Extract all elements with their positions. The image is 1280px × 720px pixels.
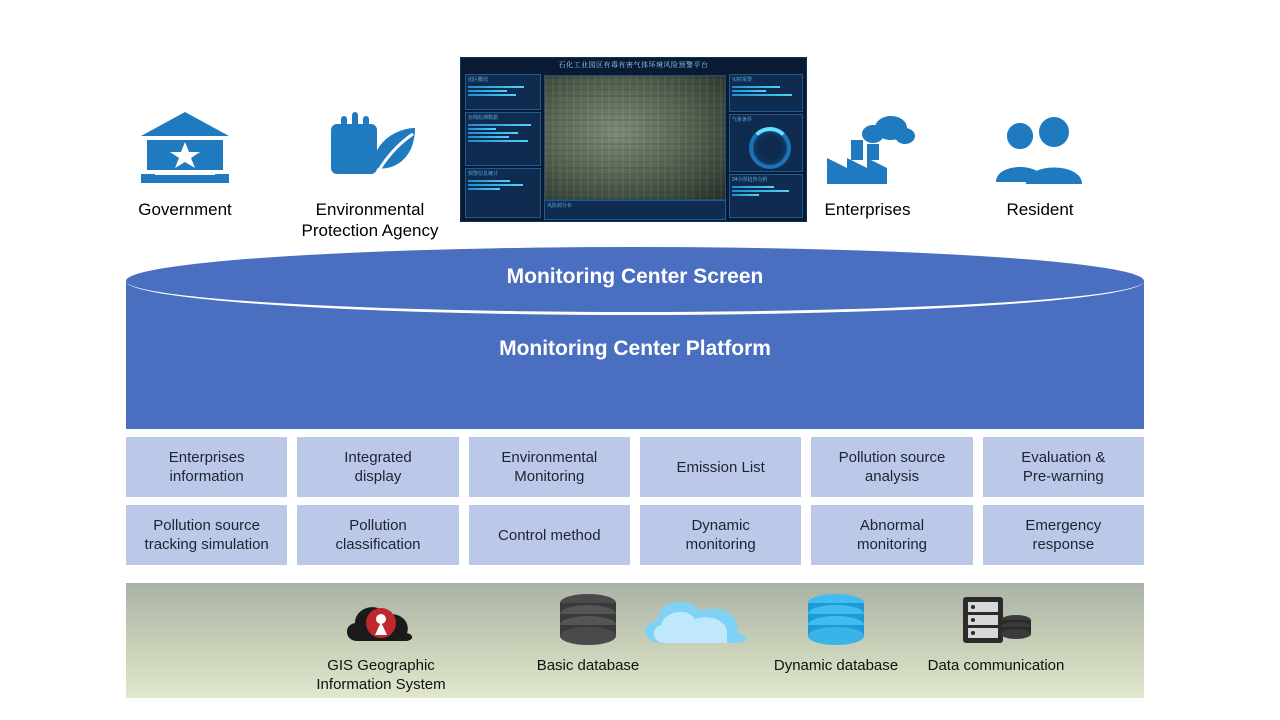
- screen-panel-bottom-left: 预警信息统计: [465, 168, 541, 218]
- screen-bars: [730, 84, 802, 100]
- screen-panel-top-left: 园区概况: [465, 74, 541, 110]
- bank-icon: [105, 110, 265, 193]
- infra-data-communication: [866, 593, 1126, 675]
- screen-bars: [730, 184, 802, 200]
- actor-government: [105, 110, 265, 220]
- module-abnormal-monitoring[interactable]: Abnormal monitoring: [811, 505, 972, 565]
- infra-gis-label-line1: GIS Geographic: [327, 657, 435, 674]
- monitoring-screen-preview: [460, 57, 807, 222]
- module-pollution-source-tracking-simulation[interactable]: Pollution source tracking simulation: [126, 505, 287, 565]
- actor-resident: [965, 110, 1115, 220]
- factory-icon: [790, 110, 945, 193]
- module-emergency-response[interactable]: Emergency response: [983, 505, 1144, 565]
- actor-government-label: Government: [138, 200, 232, 219]
- screen-panel-mid-left: 在线监测数据: [465, 112, 541, 166]
- module-grid: [126, 437, 1144, 565]
- module-enterprises-information[interactable]: Enterprises information: [126, 437, 287, 497]
- infra-gis: [286, 593, 476, 694]
- actor-resident-label: Resident: [1006, 200, 1074, 219]
- monitoring-center-platform: [126, 247, 1144, 429]
- monitoring-center-screen-label: Monitoring Center Screen: [506, 265, 764, 288]
- monitoring-center-platform-label: Monitoring Center Platform: [499, 337, 771, 360]
- screen-panel-mid-right: 气象条件: [729, 114, 803, 172]
- gis-cloud-pin-icon: [286, 593, 476, 654]
- actor-epa-label-line2: Protection Agency: [301, 221, 439, 240]
- actor-environmental-protection-agency: [285, 110, 455, 241]
- screen-panel-bottom-center: 风险源分布: [544, 200, 726, 220]
- actor-enterprises-label: Enterprises: [824, 200, 911, 219]
- module-emission-list[interactable]: Emission List: [640, 437, 801, 497]
- infra-basic-label: Basic database: [536, 657, 640, 674]
- screen-preview-title: 石化工业园区有毒有害气体环境风险预警平台: [558, 62, 709, 69]
- module-evaluation-pre-warning[interactable]: Evaluation & Pre-warning: [983, 437, 1144, 497]
- screen-bars: [466, 84, 540, 100]
- module-control-method[interactable]: Control method: [469, 505, 630, 565]
- screen-bars: [466, 122, 540, 146]
- infra-gis-label-line2: Information System: [316, 676, 446, 693]
- screen-panel-top-right: 实时报警: [729, 74, 803, 112]
- leaf-hand-icon: [285, 110, 455, 193]
- screen-bars: [466, 178, 540, 194]
- module-pollution-source-analysis[interactable]: Pollution source analysis: [811, 437, 972, 497]
- module-integrated-display[interactable]: Integrated display: [297, 437, 458, 497]
- infra-comm-label: Data communication: [927, 657, 1065, 674]
- actor-epa-label-line1: Environmental: [315, 200, 425, 219]
- people-icon: [965, 110, 1115, 193]
- screen-preview-map: [544, 75, 726, 200]
- screen-panel-bottom-right: 24小时趋势分析: [729, 174, 803, 218]
- server-icon: [866, 593, 1126, 654]
- module-pollution-classification[interactable]: Pollution classification: [297, 505, 458, 565]
- gauge-icon: [749, 127, 791, 169]
- infrastructure-band: [126, 583, 1144, 698]
- actor-enterprises: [790, 110, 945, 220]
- module-dynamic-monitoring[interactable]: Dynamic monitoring: [640, 505, 801, 565]
- module-environmental-monitoring[interactable]: Environmental Monitoring: [469, 437, 630, 497]
- infra-dynamic-label: Dynamic database: [773, 657, 899, 674]
